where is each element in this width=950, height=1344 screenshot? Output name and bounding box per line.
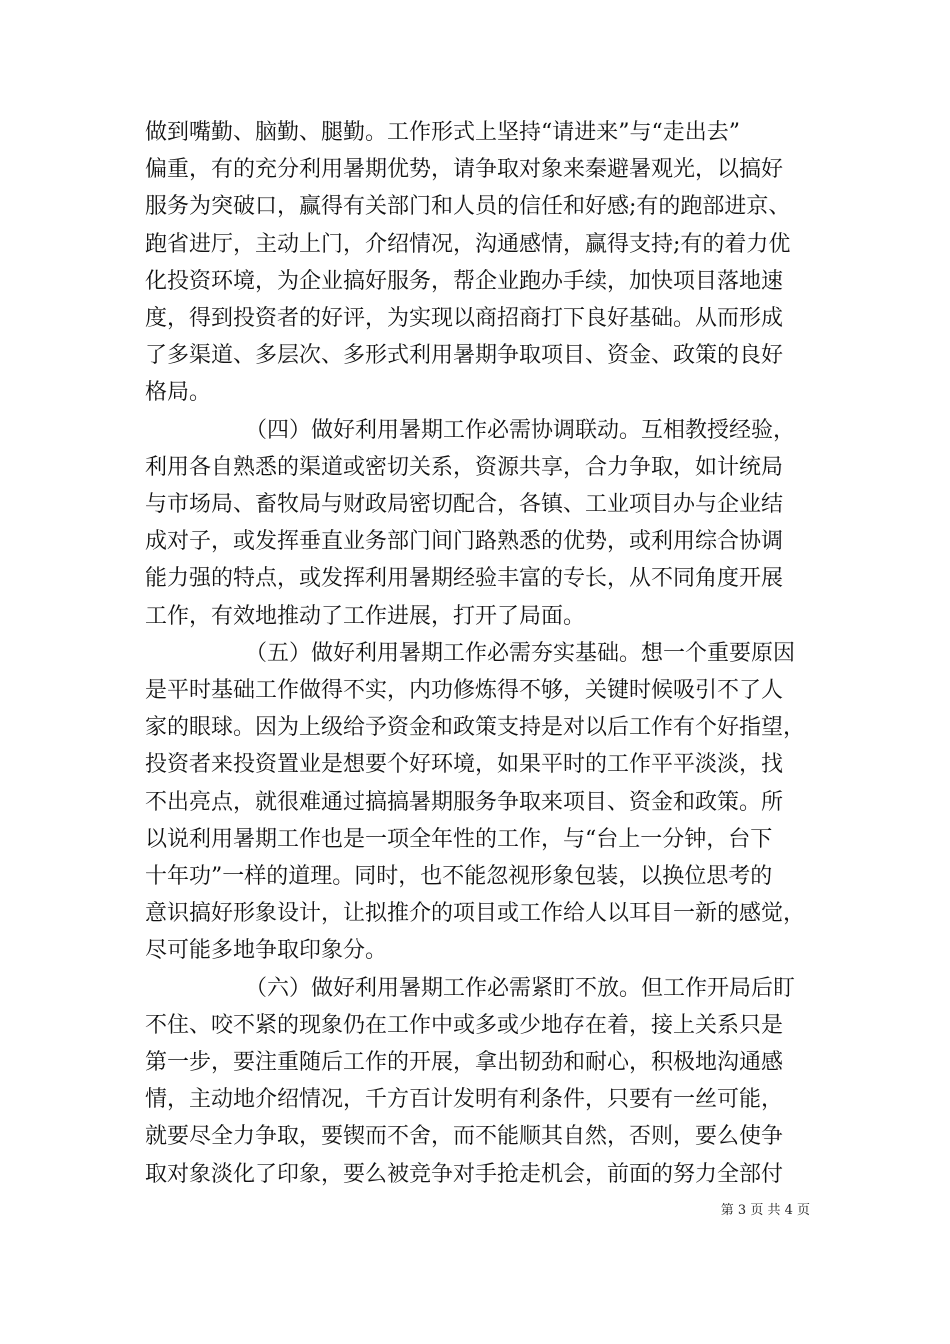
text-line: 了多渠道、多层次、多形式利用暑期争取项目、资金、政策的良好: [145, 343, 784, 369]
text-line: 不出亮点，就很难通过搞搞暑期服务争取来项目、资金和政策。所: [145, 789, 784, 815]
text-line: 服务为突破口，赢得有关部门和人员的信任和好感;有的跑部进京、: [145, 194, 791, 220]
section-heading-line: （六）做好利用暑期工作必需紧盯不放。但工作开局后盯: [245, 975, 796, 1001]
text-line: 与市场局、畜牧局与财政局密切配合，各镇、工业项目办与企业结: [145, 492, 784, 517]
text-line: 情，主动地介绍情况，千方百计发明有利条件，只要有一丝可能，: [145, 1087, 784, 1113]
section-heading-line: （五）做好利用暑期工作必需夯实基础。想一个重要原因: [245, 640, 796, 666]
text-line: 家的眼球。因为上级给予资金和政策支持是对以后工作有个好指望，: [145, 715, 806, 741]
text-line: 意识搞好形象设计，让拟推介的项目或工作给人以耳目一新的感觉，: [145, 901, 806, 927]
text-line: 格局。: [145, 380, 212, 406]
text-line: 尽可能多地争取印象分。: [145, 938, 388, 964]
text-line: 能力强的特点，或发挥利用暑期经验丰富的专长，从不同角度开展: [145, 566, 784, 592]
text-line: 不住、咬不紧的现象仍在工作中或多或少地存在着，接上关系只是: [145, 1012, 784, 1038]
text-line: 第一步，要注重随后工作的开展，拿出韧劲和耐心，积极地沟通感: [145, 1050, 784, 1075]
text-line: 投资者来投资置业是想要个好环境，如果平时的工作平平淡淡，找: [145, 752, 784, 778]
text-line: 工作，有效地推动了工作进展，打开了局面。: [145, 603, 586, 629]
text-line: 就要尽全力争取，要锲而不舍，而不能顺其自然，否则，要么使争: [145, 1124, 784, 1150]
text-line: 做到嘴勤、脑勤、腿勤。工作形式上坚持“请进来”与“走出去”: [145, 120, 740, 145]
page-number: 第 3 页 共 4 页: [720, 1203, 810, 1218]
text-line: 十年功”一样的道理。同时，也不能忽视形象包装，以换位思考的: [145, 864, 773, 889]
text-line: 利用各自熟悉的渠道或密切关系，资源共享，合力争取，如计统局: [145, 454, 784, 480]
text-line: 是平时基础工作做得不实，内功修炼得不够，关键时候吸引不了人: [145, 678, 784, 703]
text-line: 以说利用暑期工作也是一项全年性的工作，与“台上一分钟，台下: [145, 826, 773, 852]
text-line: 度，得到投资者的好评，为实现以商招商打下良好基础。从而形成: [145, 306, 784, 331]
text-line: 化投资环境，为企业搞好服务，帮企业跑办手续，加快项目落地速: [145, 268, 784, 294]
text-line: 取对象淡化了印象，要么被竞争对手抢走机会，前面的努力全部付: [145, 1161, 784, 1187]
text-line: 偏重，有的充分利用暑期优势，请争取对象来秦避暑观光，以搞好: [145, 157, 784, 183]
text-line: 成对子，或发挥垂直业务部门间门路熟悉的优势，或利用综合协调: [145, 529, 784, 555]
text-line: 跑省进厅，主动上门，介绍情况，沟通感情，赢得支持;有的着力优: [145, 231, 791, 257]
section-heading-line: （四）做好利用暑期工作必需协调联动。互相教授经验，: [245, 417, 796, 443]
